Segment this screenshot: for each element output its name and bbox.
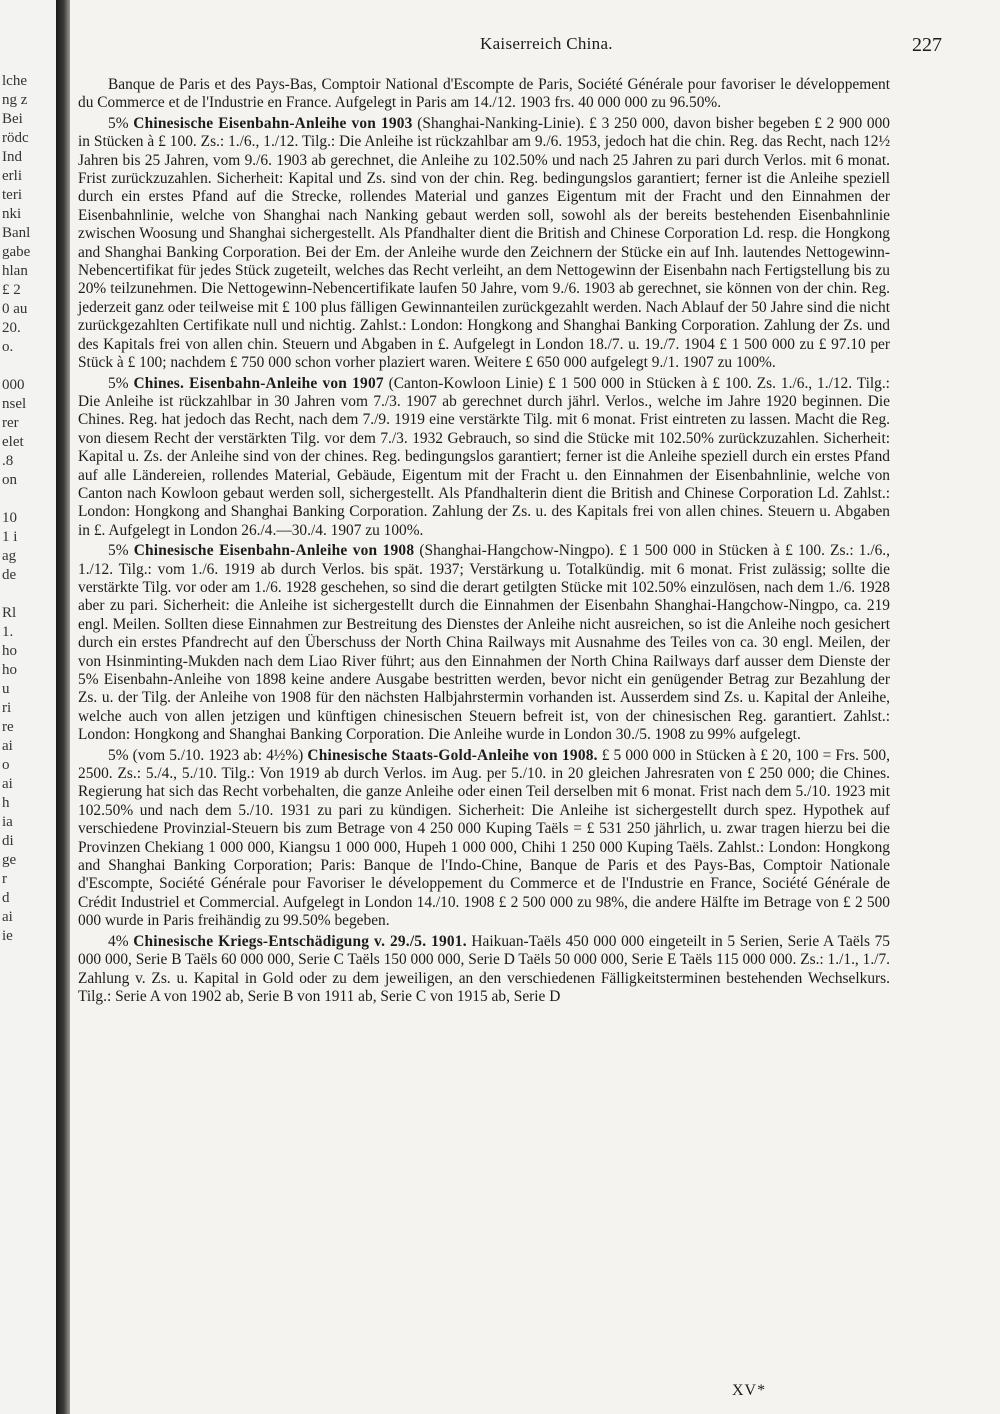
margin-fragment: di [2, 833, 14, 849]
margin-fragment: teri [2, 187, 22, 203]
paragraph-heading: Chinesische Kriegs-Entschädigung v. 29./5. 1901. [133, 932, 467, 950]
paragraph-body: Banque de Paris et des Pays-Bas, Comptoir National d'Escompte de Paris, Société Générale pour favoriser le développement du Commerce et de l'Industrie en France. Aufgelegt in Paris am 14./12. 1903 frs. 40 000 000 zu 96.50%. [78, 76, 890, 112]
paragraph-body: (Shanghai-Nanking-Linie). £ 3 250 000, davon bisher begeben £ 2 900 000 in Stücken à £ 100. Zs.: 1./6., 1./12. Tilg.: Die Anleihe ist rückzahlbar am 9./6. 1953, jedoch hat die chin. Reg. das Recht, nach 12½ Jahren bis 25 Jahren, vom 9./6. 1903 ab gerechnet, die Anleihe zu 102.50% und nach 25 Jahren zu pari durch Verlos. mit 6 monat. Frist zurückzuzahlen. Sicherheit: Kapital und Zs. sind von der chin. Reg. bedingungslos garantiert; ferner ist die Anleihe speziell durch ein erstes Pfand auf die Strecke, rollendes Material und ganzes Eigentum mit der Fracht und den Einnahmen der Eisenbahnlinie, welche von Shanghai nach Nanking gebaut werden soll, sowohl als der bereits bestehenden Eisenbahnlinie zwischen Woosung und Shanghai sichergestellt. Als Pfandhalter dient die British and Chinese Corporation Ld. resp. die Hongkong and Shanghai Banking Corporation. Bei der Em. der Anleihe wurde den Zeichnern der Stücke ein auf Inh. lautendes Nettogewinn-Nebencertifikat für jedes Stück zugeteilt, welches das Recht verleiht, an dem Nettogewinn der Eisenbahn nach Fertigstellung bis zu 20% teilzunehmen. Die Nettogewinn-Nebencertifikate laufen 50 Jahre, vom 9./6. 1903 ab gerechnet, sie können von der chin. Reg. jederzeit ganz oder teilweise mit £ 100 plus fälligen Gewinnanteilen zurückgezahlt werden. Nach Ablauf der 50 Jahre sind die nicht zurückgezahlten Certifikate null und nichtig. Zahlst.: London: Hongkong and Shanghai Banking Corporation. Zahlung der Zs. und des Kapitals frei von allen chin. Steuern und Abgaben in £. Aufgelegt in London 18./7. u. 19./7. 1904 £ 1 500 000 zu £ 97.10 per Stück à £ 100; nachdem £ 750 000 schon vorher plaziert waren. Weitere £ 650 000 aufgelegt 9./1. 1907 zu 100%. [78, 114, 891, 372]
paragraph-body: £ 5 000 000 in Stücken à £ 20, 100 = Frs. 500, 2500. Zs.: 5./4., 5./10. Tilg.: Von 1919 ab durch Verlos. im Aug. per 5./10. in 20 gleichen Jahresraten von £ 250 000; die Chines. Regierung hat sich das Recht vorbehalten, die ganze Anleihe oder einen Teil derselben mit 6 monat. Frist nach dem 5./10. 1923 mit 102.50% und nach dem 5./10. 1931 zu pari zu kündigen. Sicherheit: Die Anleihe ist sichergestellt durch spez. Hypothek auf verschiedene Provinzial-Steuern bis zum Betrage von 4 250 000 Kuping Taëls = £ 531 250 jährlich, u. zwar tragen hierzu bei die Provinzen Chekiang 1 000 000, Kiangsu 1 000 000, Hupeh 1 000 000, Chihi 1 250 000 Kuping Taëls. Zahlst.: London: Hongkong and Shanghai Banking Corporation; Paris: Banque de l'Indo-Chine, Banque de Paris et des Pays-Bas, Comptoir Nationale d'Escompte, Société Générale pour Favoriser le développement du Commerce et de l'Industrie en France, Société Générale de Crédit Industriel et Commercial. Aufgelegt in London 14./10. 1908 £ 2 500 000 zu 98%, die andere Hälfte im Betrage von £ 2 500 000 wurde in Paris freihändig zu 99.50% begeben. [78, 746, 890, 930]
paragraph-loan-1908-gold [78, 747, 890, 931]
margin-fragment: gabe [2, 244, 31, 260]
margin-fragment: Banl [2, 225, 31, 241]
book-spine-shadow [56, 0, 70, 1414]
margin-fragment: ai [2, 776, 13, 792]
margin-fragment: ho [2, 643, 17, 659]
margin-fragment: o. [2, 339, 14, 355]
paragraph-heading: Chinesische Eisenbahn-Anleihe von 1908 [133, 542, 415, 560]
paragraph-lead: 5% [108, 374, 129, 392]
signature-mark: XV* [732, 1382, 767, 1399]
margin-fragment: Bei [2, 111, 23, 127]
margin-fragment: ge [2, 852, 17, 868]
paragraph-loan-1908-railway [78, 542, 890, 744]
paragraph-banks [78, 76, 890, 113]
margin-fragment: ag [2, 548, 17, 564]
margin-fragment: erli [2, 168, 22, 184]
paragraph-lead: 5% [108, 542, 129, 560]
margin-fragment: h [2, 795, 10, 811]
margin-fragment: .8 [2, 453, 14, 469]
margin-fragment: ho [2, 662, 17, 678]
margin-fragment: ai [2, 909, 13, 925]
margin-fragment: hlan [2, 263, 28, 279]
paragraph-body: (Shanghai-Hangchow-Ningpo). £ 1 500 000 in Stücken à £ 100. Zs.: 1./6., 1./12. Tilg.: vom 1./6. 1919 ab durch Verlos. bis spät. 1937; Verstärkung u. Totalkündig. mit 6 monat. Frist zulässig; sollte die verstärkte Tilg. vor oder am 1./6. 1928 geschehen, so sind die derart getilgten Stücke mit 102.50% einzulösen, nach dem 1./6. 1928 aber zu pari. Sicherheit: die Anleihe ist sichergestellt durch die Einnahmen der Eisenbahn Shanghai-Hangchow-Ningpo, ca. 219 engl. Meilen. Sollten diese Einnahmen zur Bestreitung des Dienstes der Anleihe nicht ausreichen, so ist die Anleihe noch gesichert durch ein erstes Pfandrecht auf den Überschuss der North China Railways mit Ausnahme des Teiles von ca. 30 engl. Meilen, der von Hsinminting-Mukden nach dem Liao River führt; aus den Einnahmen der North China Railways darf ausser dem Dienste der 5% Eisenbahn-Anleihe von 1898 keine andere Ausgabe bestritten werden, bevor nicht ein genügender Betrag zur Bezahlung der Zs. u. der Tilg. der Anleihe von 1908 für den nächsten Halbjahrstermin vorhanden ist. Ausserdem sind Zs. u. Kapital der Anleihe, welche auch von allen jetzigen und künftigen chinesischen Steuern befreit ist, von der chinesischen Reg. garantiert. Zahlst.: London: Hongkong and Shanghai Banking Corporation. Die Anleihe wurde in London 30./5. 1908 zu 99% aufgelegt. [78, 542, 890, 744]
margin-fragment: rödc [2, 130, 29, 146]
margin-fragment: r [2, 871, 7, 887]
margin-fragment: de [2, 567, 17, 583]
margin-fragment: 0 au [2, 301, 28, 317]
margin-fragment: Ind [2, 149, 22, 165]
margin-fragment: elet [2, 434, 24, 450]
margin-fragment: nsel [2, 396, 27, 412]
margin-fragment: £ 2 [2, 282, 21, 298]
margin-fragment: ri [2, 700, 12, 716]
paragraph-body: (Canton-Kowloon Linie) £ 1 500 000 in Stücken à £ 100. Zs. 1./6., 1./12. Tilg.: Die Anleihe ist rückzahlbar in 30 Jahren vom 7./3. 1907 ab gerechnet durch jährl. Verlos., welche im Jahre 1920 beginnen. Die Chines. Reg. hat jedoch das Recht, nach dem 7./9. 1919 eine verstärkte Tilg. mit 6 monat. Frist eintreten zu lassen. Macht die Reg. von diesem Recht der verstärkten Tilg. vor dem 7./3. 1932 Gebrauch, so sind die Stücke mit 102.50% zurückzuzahlen. Sicherheit: Kapital u. Zs. der Anleihe sind von der chines. Reg. bedingungslos garantiert; ferner ist die Anleihe speziell durch ein erstes Pfand auf alle Ländereien, rollendes Material, Gebäude, Eigentum mit der Fracht u. den Einnahmen der Eisenbahnlinie, welche von Canton nach Kowloon gebaut werden soll, sichergestellt. Als Pfandhalterin dient die British and Chinese Corporation Ld. Zahlst.: London: Hongkong and Shanghai Banking Corporation. Zahlung der Zs. u. des Kapitals frei von allen chines. Steuern u. Abgaben in £. Aufgelegt in London 26./4.—30./4. 1907 zu 100%. [78, 374, 890, 539]
margin-fragment: re [2, 719, 14, 735]
paragraph-loan-1907 [78, 375, 890, 541]
margin-fragment: Rl [2, 605, 17, 621]
paragraph-heading: Chinesische Staats-Gold-Anleihe von 1908. [307, 746, 598, 764]
margin-fragment: rer [2, 415, 19, 431]
paragraph-lead: 5% (vom 5./10. 1923 ab: 4½%) [108, 746, 304, 764]
margin-fragment: ng z [2, 92, 28, 108]
margin-fragment: u [2, 681, 10, 697]
margin-fragment: 000 [2, 377, 25, 393]
paragraph-heading: Chinesische Eisenbahn-Anleihe von 1903 [133, 114, 413, 132]
margin-fragment: 1 i [2, 529, 18, 545]
paragraph-loan-1903 [78, 115, 890, 373]
running-head: Kaiserreich China. [480, 34, 613, 53]
margin-fragment: 10 [2, 510, 17, 526]
adjacent-page-margin [0, 0, 56, 1414]
book-page [70, 0, 1000, 1414]
paragraph-body: Haikuan-Taëls 450 000 000 eingeteilt in 5 Serien, Serie A Taëls 75 000 000, Serie B Taëls 60 000 000, Serie C Taëls 150 000 000, Serie D Taëls 50 000 000, Serie E Taëls 115 000 000. Zs.: 1./1., 1./7. Zahlung v. Zs. u. Kapital in Gold oder zu dem jeweiligen, an den verschiedenen Fälligkeitsterminen bestehenden Wechselkurs. Tilg.: Serie A von 1902 ab, Serie B von 1911 ab, Serie C von 1915 ab, Serie D [78, 932, 890, 1005]
margin-fragment: o [2, 757, 10, 773]
margin-fragment: lche [2, 73, 27, 89]
margin-fragment: ie [2, 928, 13, 944]
margin-fragment: on [2, 472, 17, 488]
main-text [78, 76, 890, 1006]
paragraph-lead: 4% [108, 932, 129, 950]
paragraph-lead: 5% [108, 114, 129, 132]
margin-fragment: nki [2, 206, 22, 222]
margin-fragment: ai [2, 738, 13, 754]
margin-fragment: ia [2, 814, 13, 830]
margin-fragment: 20. [2, 320, 21, 336]
margin-fragment: 1. [2, 624, 14, 640]
margin-fragment: d [2, 890, 10, 906]
paragraph-heading: Chines. Eisenbahn-Anleihe von 1907 [133, 374, 384, 392]
page-number: 227 [912, 34, 942, 56]
paragraph-war-indemnity [78, 933, 890, 1007]
